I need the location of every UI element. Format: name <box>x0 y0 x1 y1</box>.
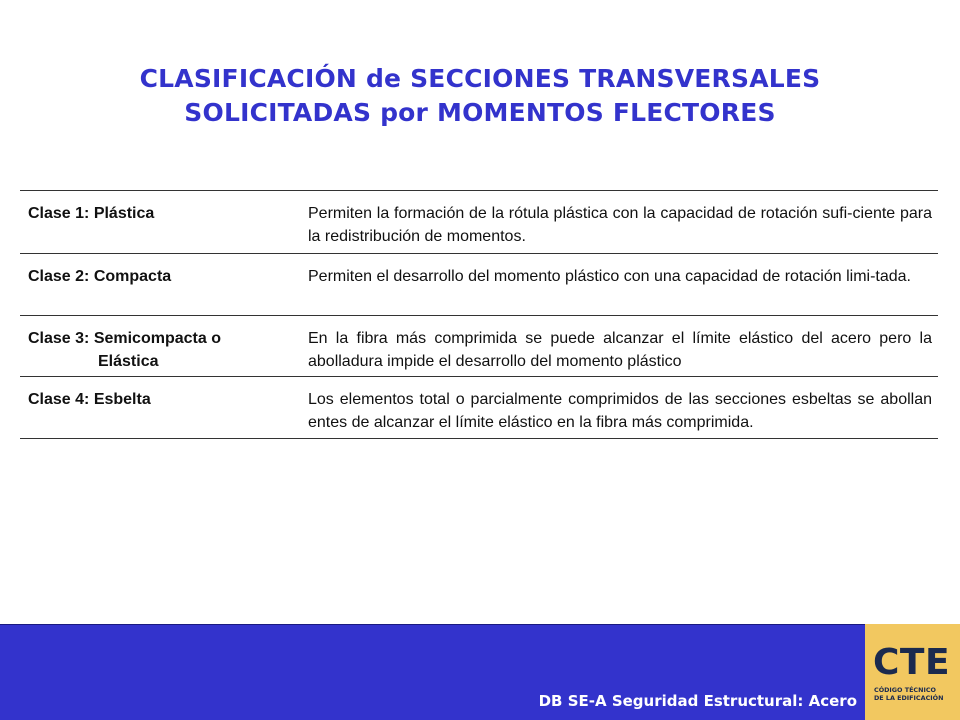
logo-subtitle-line-2: DE LA EDIFICACIÓN <box>874 694 944 702</box>
logo-subtitle-line-1: CÓDIGO TÉCNICO <box>874 686 936 694</box>
class-label <box>28 202 298 225</box>
table-row-class-3 <box>20 315 938 377</box>
table-row-class-2 <box>20 253 938 315</box>
page-title-line-1: CLASIFICACIÓN de SECCIONES TRANSVERSALES <box>139 64 821 93</box>
class-description: Permiten el desarrollo del momento plástico con una capacidad de rotación limi-tada. <box>308 268 911 285</box>
table-row-class-1 <box>20 191 938 253</box>
page-title <box>0 62 960 130</box>
table-row-class-4 <box>20 376 938 438</box>
class-description: Los elementos total o parcialmente comprimidos de las secciones esbeltas se abollan entes de alcanzar el límite elástico en la fibra más comprimida. <box>308 391 932 431</box>
cte-logo <box>865 624 960 720</box>
class-label-line-1: Clase 3: Semicompacta o <box>28 329 221 347</box>
class-description: Permiten la formación de la rótula plástica con la capacidad de rotación sufi-ciente para la redistribución de momentos. <box>308 205 932 245</box>
class-label-line-1: Clase 4: Esbelta <box>28 391 151 408</box>
class-label-line-1: Clase 1: Plástica <box>28 205 155 222</box>
class-label-line-2: Elástica <box>98 352 159 370</box>
footer-text: DB SE-A Seguridad Estructural: Acero <box>538 692 857 710</box>
classification-table <box>20 190 938 439</box>
class-label <box>28 388 298 411</box>
footer-bar <box>0 624 865 720</box>
page-title-line-2: SOLICITADAS por MOMENTOS FLECTORES <box>184 98 776 127</box>
class-label <box>28 327 298 373</box>
class-description: En la fibra más comprimida se puede alcanzar el límite elástico del acero pero la abolladura impide el desarrollo del momento plástico <box>308 329 932 370</box>
logo-mark: CTE <box>873 642 951 683</box>
class-label-line-1: Clase 2: Compacta <box>28 268 172 285</box>
logo-subtitle <box>874 686 943 702</box>
class-label <box>28 265 298 288</box>
